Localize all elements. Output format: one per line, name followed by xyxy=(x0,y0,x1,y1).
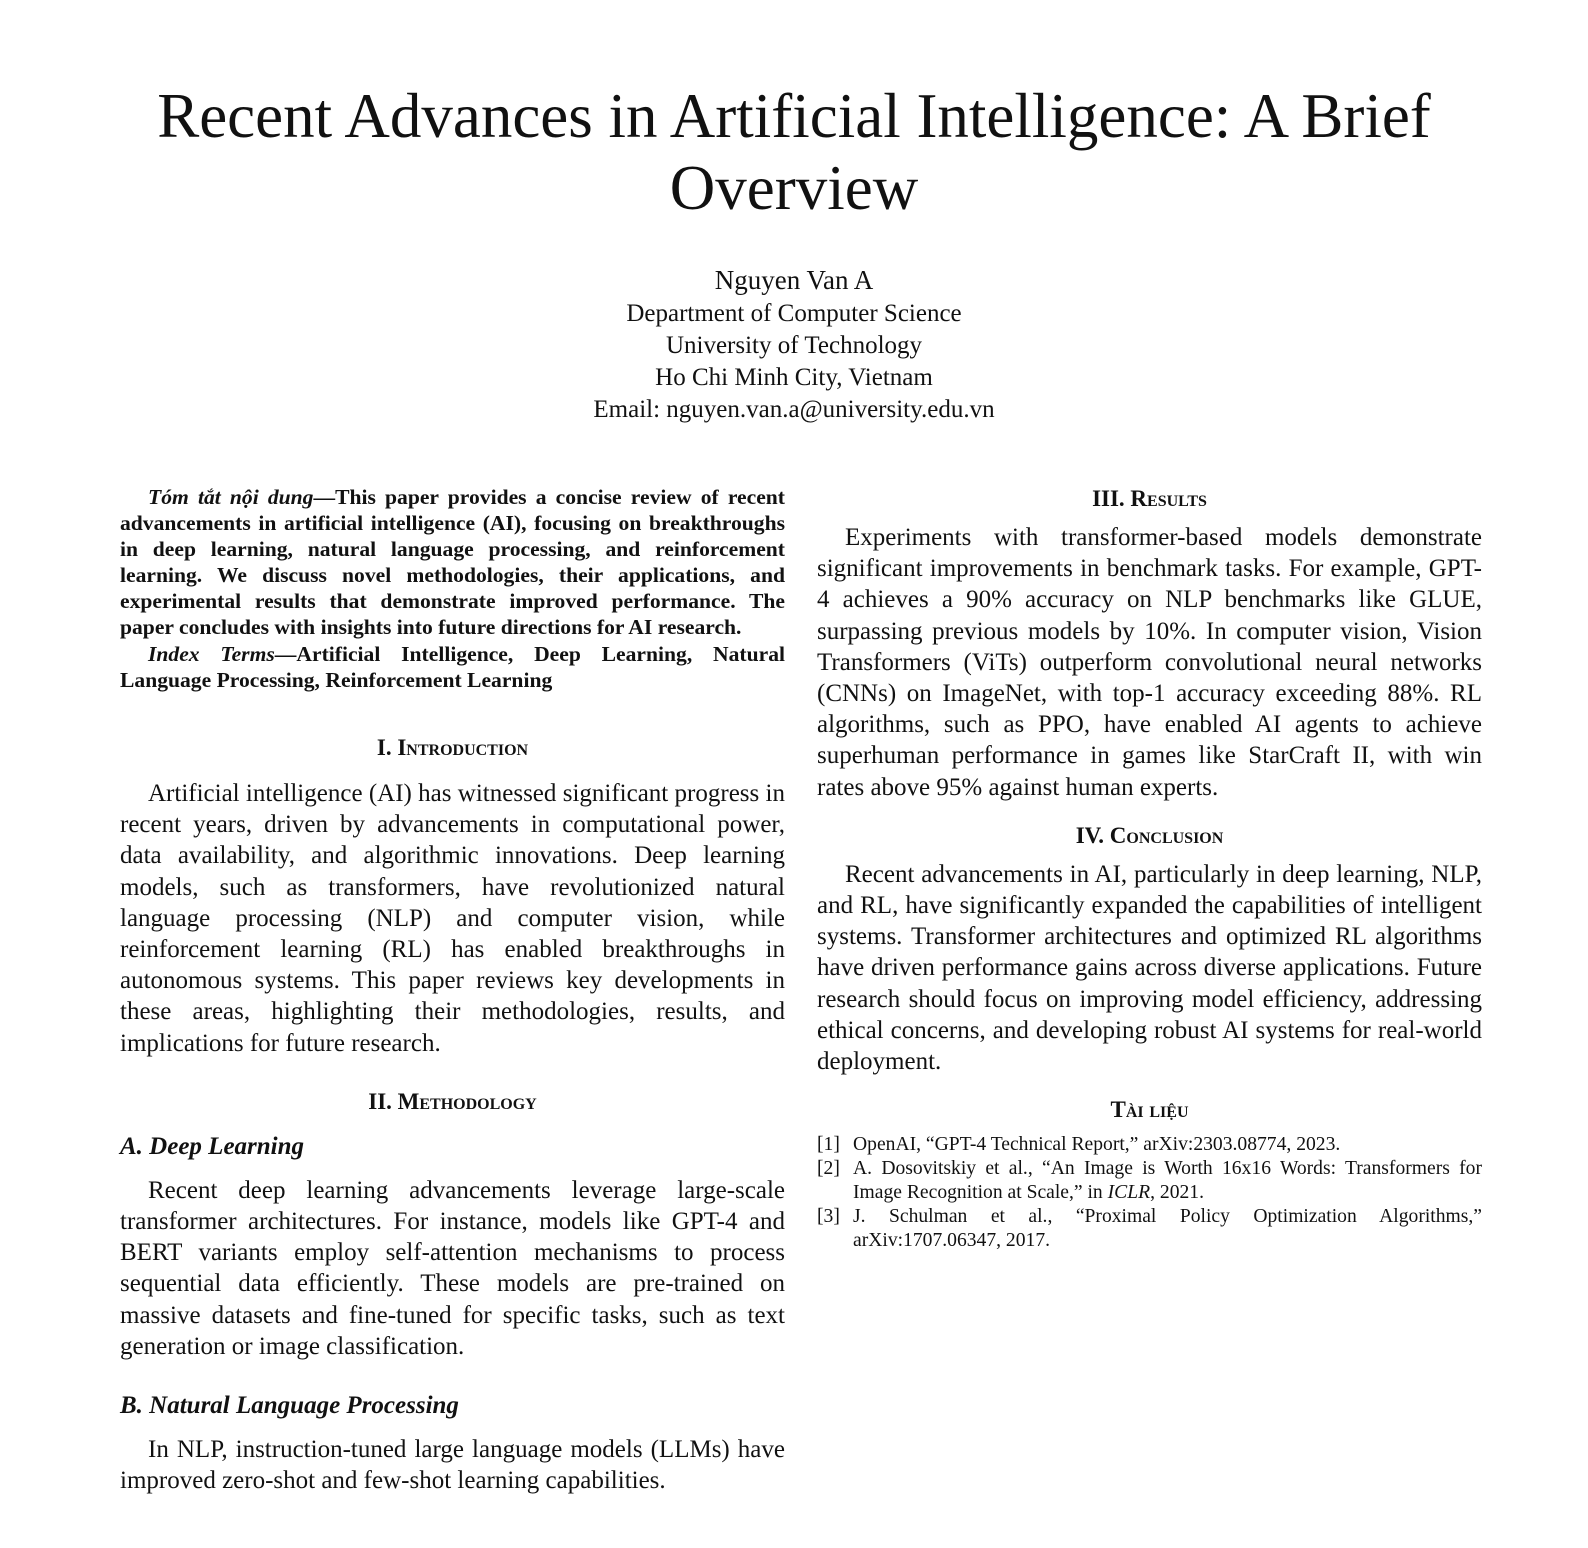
reference-number: [1] xyxy=(817,1134,840,1156)
index-terms xyxy=(120,641,785,693)
index-terms-text: —Artificial Intelligence, Deep Learning, Natural Language Processing, Reinforcement Learning xyxy=(120,642,785,692)
reference-list xyxy=(817,1133,1482,1253)
left-column xyxy=(120,484,785,1496)
section-heading-conclusion: IV. Conclusion xyxy=(1075,822,1224,848)
index-terms-label: Index Terms xyxy=(148,642,275,666)
right-column xyxy=(817,484,1482,1253)
subsection-heading-deep-learning: A. Deep Learning xyxy=(120,1132,305,1160)
nlp-text: In NLP, instruction-tuned large language models (LLMs) have improved zero-shot and few-shot learning capabilities. xyxy=(120,1436,785,1495)
abstract xyxy=(120,484,785,640)
abstract-text: —This paper provides a concise review of recent advancements in artificial intelligence (AI), focusing on breakthroughs in deep learning, natural language processing, and reinforcement learning. We discuss novel methodologies, their applications, and experimental results that demonstrate improved performance. The paper concludes with insights into future directions for AI research. xyxy=(120,485,785,639)
reference-number: [3] xyxy=(817,1206,840,1228)
section-heading-methodology: II. Methodology xyxy=(368,1088,537,1114)
section-heading-references: Tài liệu xyxy=(1110,1097,1189,1123)
reference-venue: ICLR xyxy=(1107,1182,1151,1204)
reference-text: OpenAI, “GPT-4 Technical Report,” arXiv:2303.08774, 2023. xyxy=(853,1134,1341,1156)
author-name: Nguyen Van A xyxy=(714,265,874,295)
subsection-heading-nlp: B. Natural Language Processing xyxy=(120,1392,459,1420)
paper-title: Recent Advances in Artificial Intelligence: A Brief Overview xyxy=(157,81,1431,223)
reference-text: A. Dosovitskiy et al., “An Image is Worth 16x16 Words: Transformers for Image Recognition at Scale,” in xyxy=(853,1158,1482,1204)
reference-year: , 2021. xyxy=(1150,1182,1204,1204)
author-email: Email: nguyen.van.a@university.edu.vn xyxy=(593,396,995,423)
reference-number: [2] xyxy=(817,1158,840,1180)
abstract-label: Tóm tắt nội dung xyxy=(148,485,314,509)
reference-text: J. Schulman et al., “Proximal Policy Optimization Algorithms,” arXiv:1707.06347, 2017. xyxy=(853,1206,1482,1252)
deep-learning-text: Recent deep learning advancements leverage large-scale transformer architectures. For instance, models like GPT-4 and BERT variants employ self-attention mechanisms to process sequential data efficiently. These models are pre-trained on massive datasets and fine-tuned for specific tasks, such as text generation or image classification. xyxy=(120,1176,785,1360)
author-block xyxy=(394,262,1194,426)
author-university: University of Technology xyxy=(665,332,923,359)
introduction-text: Artificial intelligence (AI) has witnessed significant progress in recent years, driven by advancements in computational power, data availability, and algorithmic innovations. Deep learning models, such as transformers, have revolutionized natural language processing (NLP) and computer vision, while reinforcement learning (RL) has enabled breakthroughs in autonomous systems. This paper reviews key developments in these areas, highlighting their methodologies, results, and implications for future research. xyxy=(120,780,785,1057)
results-text: Experiments with transformer-based models demonstrate significant improvements in benchmark tasks. For example, GPT-4 achieves a 90% accuracy on NLP benchmarks like GLUE, surpassing previous models by 10%. In computer vision, Vision Transformers (ViTs) outperform convolutional neural networks (CNNs) on ImageNet, with top-1 accuracy exceeding 88%. RL algorithms, such as PPO, have enabled AI agents to achieve superhuman performance in games like StarCraft II, with win rates above 95% against human experts. xyxy=(817,524,1482,801)
section-heading-results: III. Results xyxy=(1092,486,1207,511)
reference-item xyxy=(817,1157,1482,1205)
author-department: Department of Computer Science xyxy=(626,300,962,327)
conclusion-text: Recent advancements in AI, particularly in deep learning, NLP, and RL, have significantly expanded the capabilities of intelligent systems. Transformer architectures and optimized RL algorithms have driven performance gains across diverse applications. Future research should focus on improving model efficiency, addressing ethical concerns, and developing robust AI systems for real-world deployment. xyxy=(817,860,1482,1076)
reference-item xyxy=(817,1133,1482,1157)
reference-item xyxy=(817,1205,1482,1253)
section-heading-introduction: I. Introduction xyxy=(376,735,529,760)
author-location: Ho Chi Minh City, Vietnam xyxy=(655,364,933,391)
